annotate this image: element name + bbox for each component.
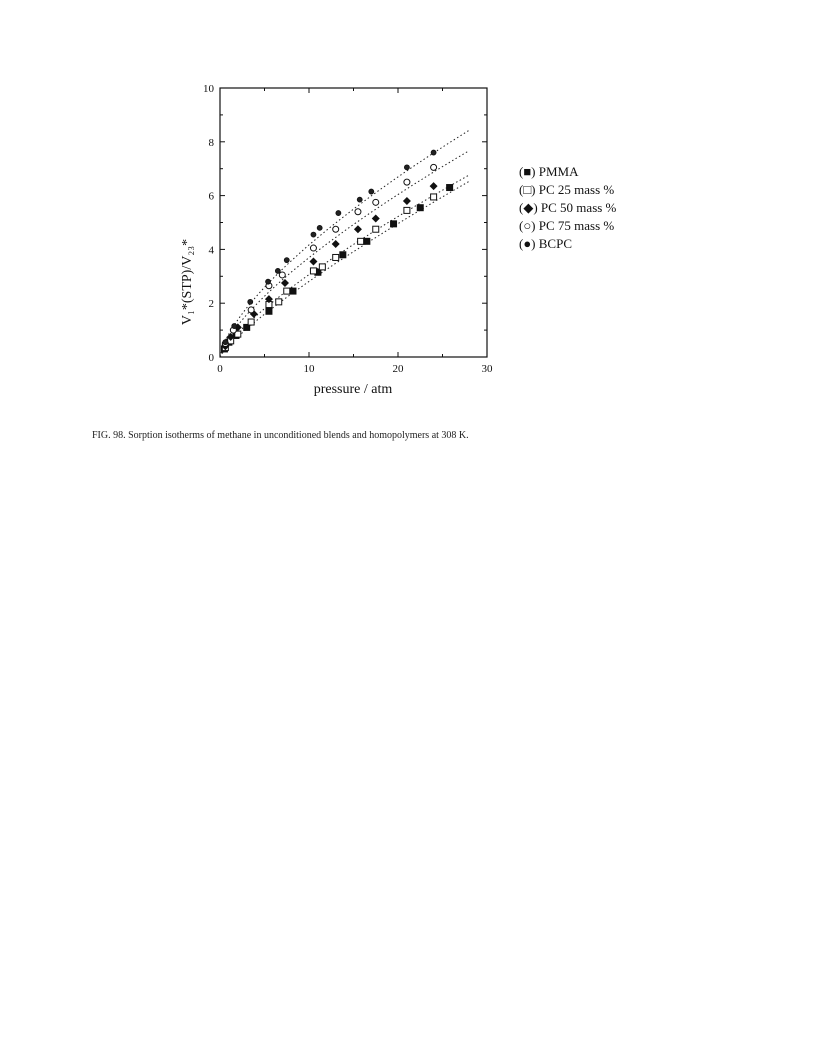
axis-ticks bbox=[203, 83, 493, 375]
data-point-pmma bbox=[290, 288, 296, 294]
data-point-bcpc bbox=[232, 324, 237, 329]
data-point-pc-50-mass- bbox=[281, 279, 289, 287]
data-point-pc-25-mass- bbox=[310, 268, 316, 274]
data-point-bcpc bbox=[336, 211, 341, 216]
data-point-pc-25-mass- bbox=[333, 254, 339, 260]
y-tick-label: 6 bbox=[208, 190, 214, 203]
caption-text: Sorption isotherms of methane in unconditioned blends and homopolymers at 308 K. bbox=[128, 430, 469, 441]
data-point-pc-75-mass- bbox=[248, 307, 254, 313]
data-point-pc-75-mass- bbox=[373, 199, 379, 205]
data-point-bcpc bbox=[311, 232, 316, 237]
data-point-bcpc bbox=[275, 268, 280, 273]
data-point-pc-75-mass- bbox=[333, 226, 339, 232]
figure-caption bbox=[92, 430, 772, 441]
legend-item bbox=[519, 164, 579, 179]
data-point-pc-25-mass- bbox=[248, 319, 254, 325]
y-tick-label: 10 bbox=[203, 83, 214, 95]
data-point-bcpc bbox=[266, 279, 271, 284]
x-tick-label: 20 bbox=[392, 363, 404, 375]
data-point-pmma bbox=[417, 205, 423, 211]
fit-line-bcpc bbox=[220, 130, 469, 357]
legend bbox=[519, 164, 617, 251]
legend-item bbox=[519, 200, 617, 215]
data-point-pc-25-mass- bbox=[404, 207, 410, 213]
legend-label: (●) BCPC bbox=[519, 236, 573, 251]
data-point-pc-25-mass- bbox=[319, 264, 325, 270]
fit-line-pc-50-mass- bbox=[220, 175, 469, 357]
data-point-bcpc bbox=[248, 299, 253, 304]
legend-item bbox=[519, 236, 572, 251]
legend-item bbox=[519, 182, 614, 197]
data-point-pc-25-mass- bbox=[373, 226, 379, 232]
data-point-bcpc bbox=[431, 150, 436, 155]
data-point-pc-25-mass- bbox=[284, 288, 290, 294]
plot-frame bbox=[220, 88, 487, 357]
legend-label: (○) PC 75 mass % bbox=[519, 218, 615, 233]
data-point-pmma bbox=[364, 238, 370, 244]
data-point-bcpc bbox=[284, 258, 289, 263]
x-tick-label: 10 bbox=[303, 363, 315, 375]
y-tick-label: 2 bbox=[208, 298, 214, 311]
data-point-pc-75-mass- bbox=[431, 164, 437, 170]
data-point-pmma bbox=[391, 221, 397, 227]
data-point-pmma bbox=[447, 185, 453, 191]
data-point-pmma bbox=[266, 308, 272, 314]
y-tick-label: 8 bbox=[208, 136, 214, 149]
data-point-pc-50-mass- bbox=[332, 240, 340, 248]
data-point-pc-75-mass- bbox=[355, 209, 361, 215]
data-point-pc-25-mass- bbox=[276, 299, 282, 305]
legend-label: (◆) PC 50 mass % bbox=[519, 200, 617, 215]
data-point-pc-50-mass- bbox=[403, 197, 411, 205]
data-point-pmma bbox=[340, 252, 346, 258]
plot-border bbox=[220, 88, 487, 357]
data-point-bcpc bbox=[317, 225, 322, 230]
data-point-pc-75-mass- bbox=[310, 245, 316, 251]
data-point-pc-75-mass- bbox=[404, 179, 410, 185]
data-point-pc-25-mass- bbox=[431, 194, 437, 200]
legend-label: (■) PMMA bbox=[519, 164, 579, 179]
fit-line-pmma bbox=[220, 181, 469, 357]
data-point-pc-50-mass- bbox=[372, 214, 380, 222]
x-axis-title: pressure / atm bbox=[313, 382, 393, 397]
data-point-pc-50-mass- bbox=[309, 258, 317, 266]
y-axis-title: V₁*(STP)/V₂₃* bbox=[180, 238, 195, 326]
data-point-bcpc bbox=[223, 340, 228, 345]
data-point-bcpc bbox=[357, 197, 362, 202]
data-markers bbox=[221, 150, 452, 352]
legend-item bbox=[519, 218, 614, 233]
fit-lines bbox=[220, 130, 469, 357]
caption-label: FIG. 98. bbox=[92, 430, 126, 441]
y-tick-label: 0 bbox=[208, 352, 214, 364]
data-point-pc-25-mass- bbox=[358, 238, 364, 244]
data-point-bcpc bbox=[404, 165, 409, 170]
legend-label: (□) PC 25 mass % bbox=[519, 182, 615, 197]
data-point-pc-50-mass- bbox=[430, 182, 438, 190]
y-tick-label: 4 bbox=[208, 244, 214, 257]
x-tick-label: 0 bbox=[217, 363, 223, 375]
x-tick-label: 30 bbox=[481, 363, 493, 375]
data-point-bcpc bbox=[369, 189, 374, 194]
data-point-pc-50-mass- bbox=[354, 225, 362, 233]
data-point-pc-75-mass- bbox=[279, 272, 285, 278]
